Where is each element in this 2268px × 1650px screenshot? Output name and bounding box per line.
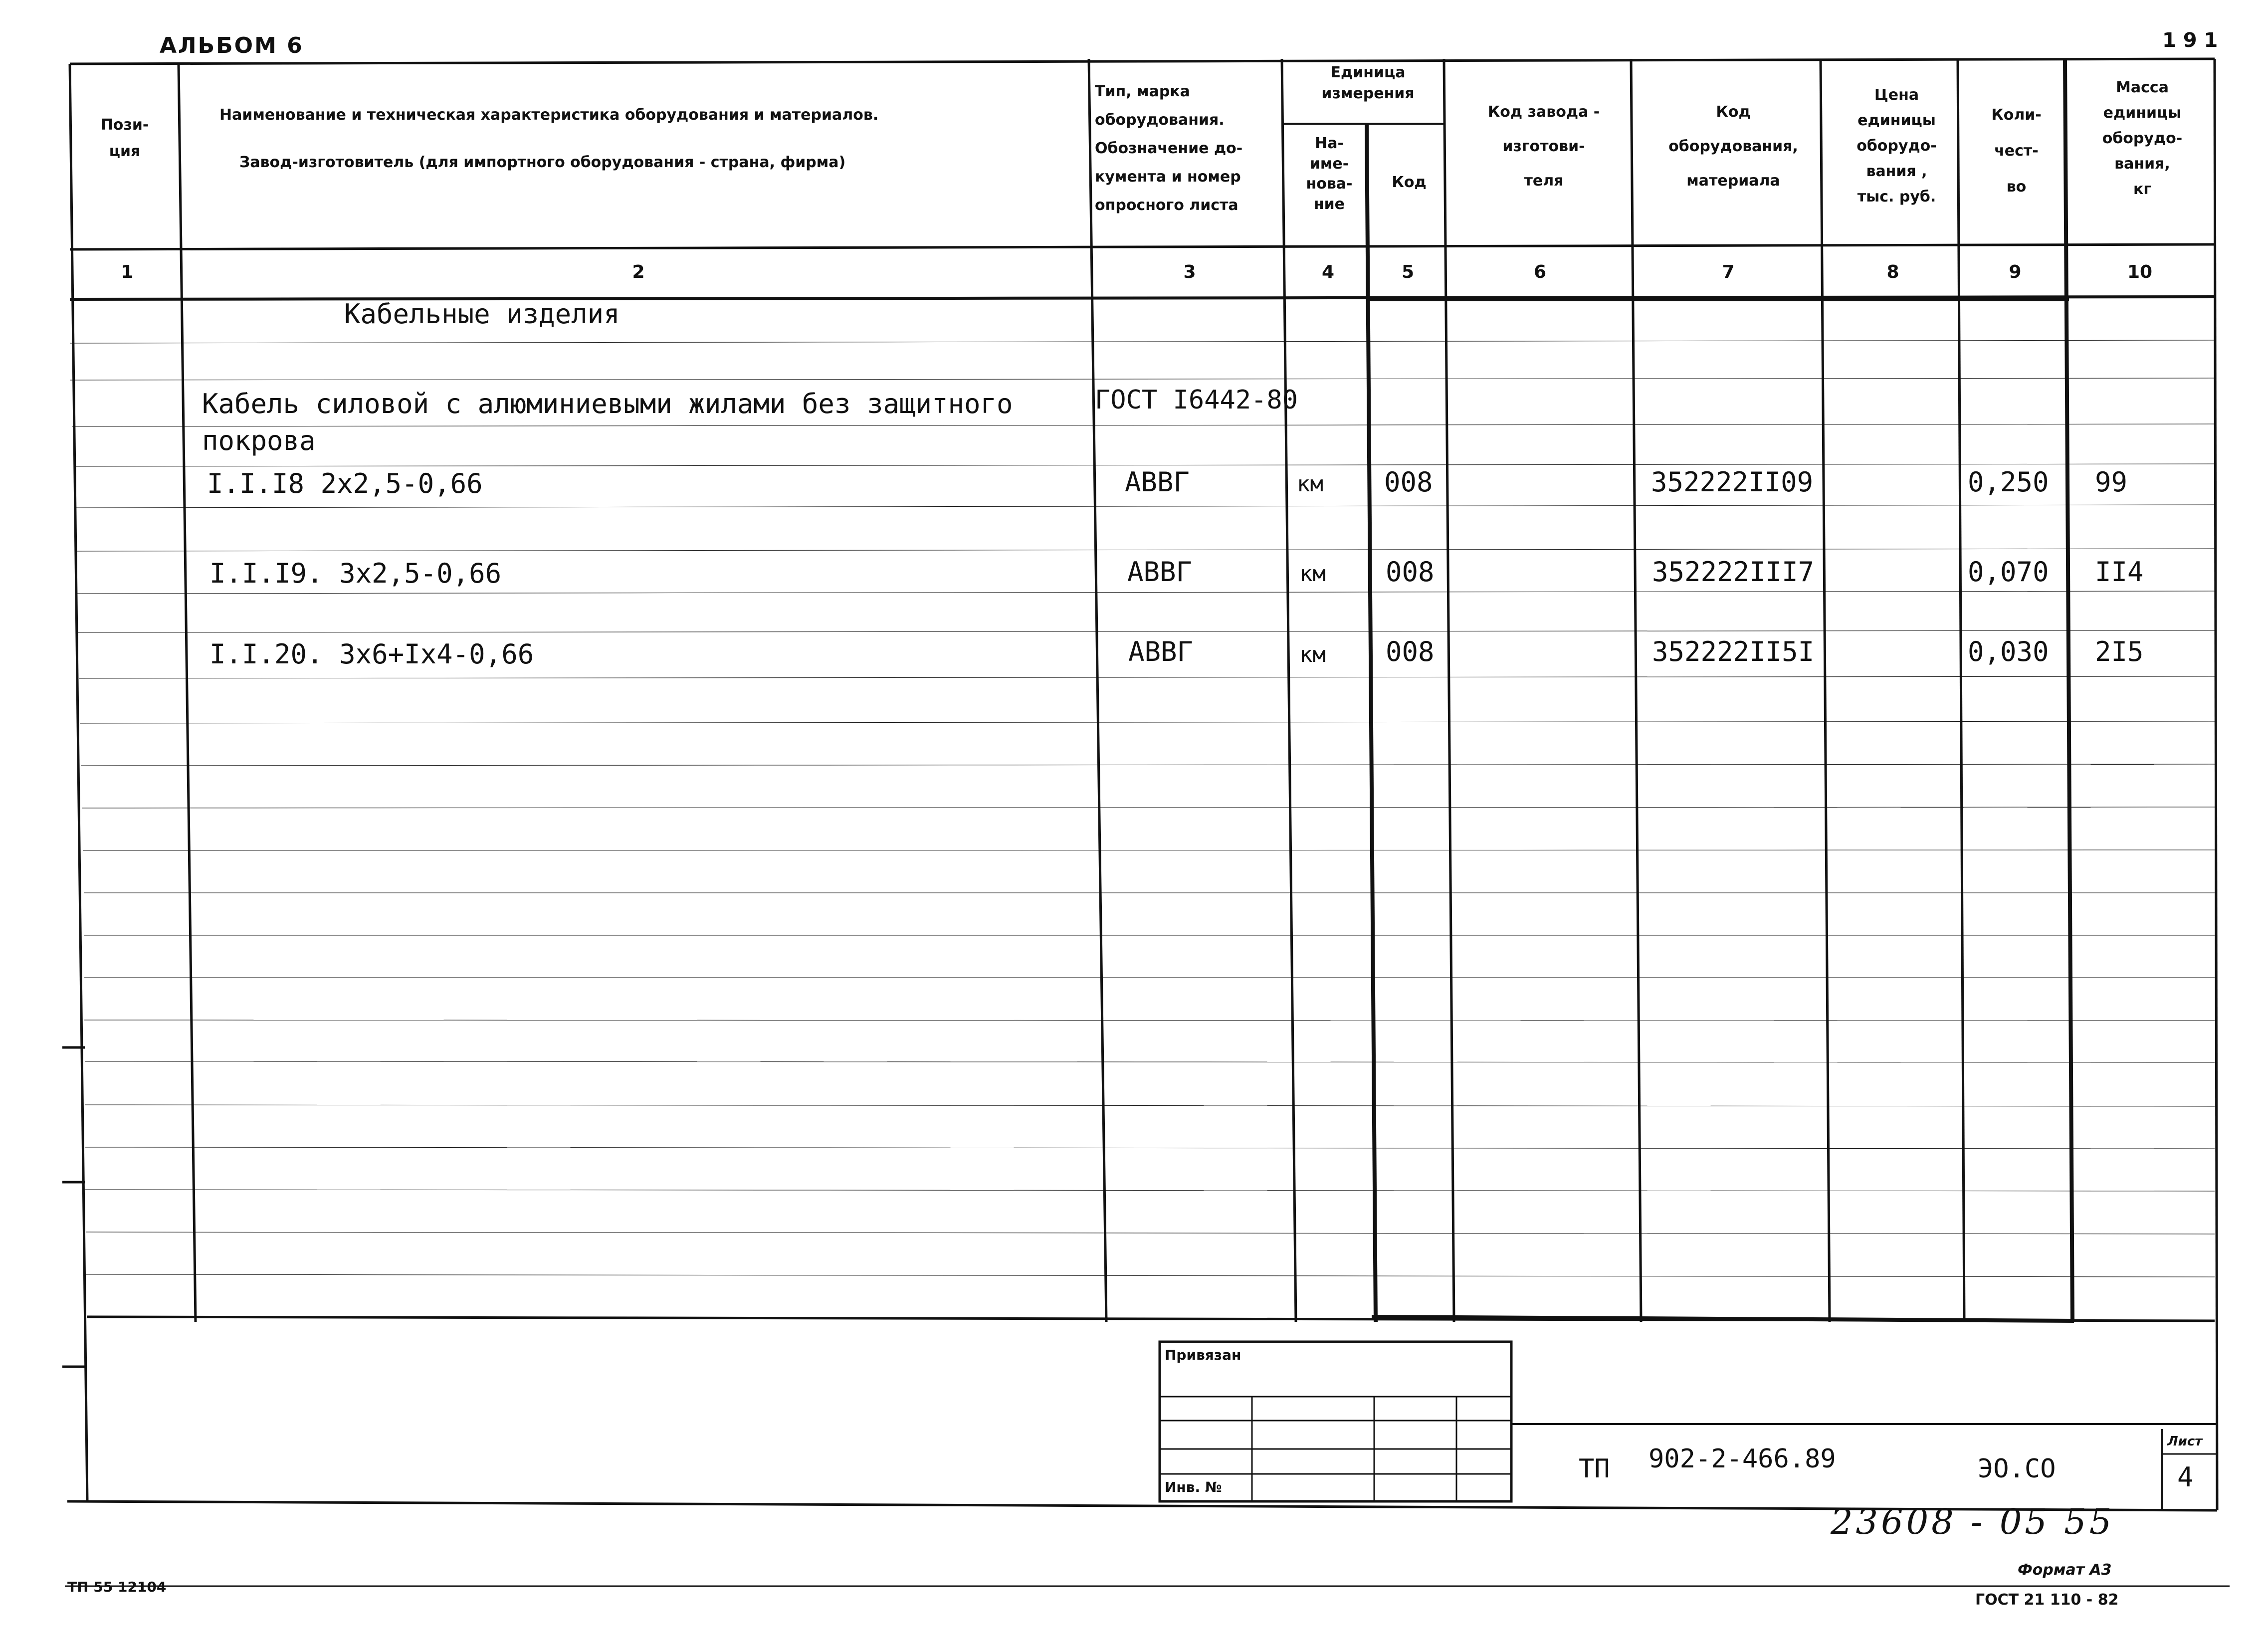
item-2-code: 352222III7 — [1652, 556, 1815, 588]
col-number-2: 2 — [632, 262, 645, 282]
handwritten-number: 23608 - 05 55 — [1831, 1501, 2115, 1542]
item-3-unit-code: 008 — [1386, 636, 1435, 667]
item-3-mass: 2I5 — [2095, 636, 2144, 667]
header-position: Пози- ция — [100, 116, 149, 160]
col-div-1 — [179, 64, 196, 1322]
item-3-unit: км — [1299, 642, 1326, 667]
col-number-1: 1 — [121, 262, 134, 282]
header-unit-name: На- име- нова- ние — [1306, 135, 1353, 213]
privyazan-label: Привязан — [1165, 1347, 1241, 1363]
left-code-label: ТП 55 12104 — [67, 1579, 167, 1595]
header-unit-code: Код — [1392, 174, 1427, 191]
col-div-9 — [2065, 59, 2072, 1322]
frame-top — [70, 59, 2215, 64]
item-1-qty: 0,250 — [1968, 466, 2049, 498]
item-2-mass: II4 — [2095, 556, 2144, 588]
item-2-name: I.I.I9. 3х2,5-0,66 — [209, 558, 502, 589]
item-3-name: I.I.20. 3х6+Iх4-0,66 — [209, 638, 534, 670]
header-manufacturer-code: Код завода - изготови- теля — [1487, 103, 1600, 190]
gost-label: ГОСТ 21 110 - 82 — [1975, 1591, 2119, 1609]
col-div-4 — [1367, 124, 1376, 1322]
col-div-2 — [1089, 59, 1106, 1322]
item-3-qty: 0,030 — [1968, 636, 2049, 667]
col-number-4: 4 — [1321, 262, 1335, 282]
sheet-label: Лист — [2167, 1434, 2203, 1449]
header-name-line2: Завод-изготовитель (для импортного оборудования - страна, фирма) — [239, 154, 846, 171]
header-name-line1: Наименование и техническая характеристика оборудования и материалов. — [219, 106, 879, 124]
header-type: Тип, марка оборудования. Обозначение до- кумента и номер опросного листа — [1095, 83, 1243, 214]
header-quantity: Коли- чест- во — [1991, 106, 2042, 196]
item-title-line2: покрова — [202, 425, 316, 456]
item-2-unit: км — [1299, 561, 1326, 587]
item-1-unit-code: 008 — [1384, 466, 1433, 498]
col-number-10: 10 — [2127, 262, 2153, 282]
col-number-8: 8 — [1886, 262, 1899, 282]
inv-number-label: Инв. № — [1165, 1479, 1222, 1495]
header-price: Цена единицы оборудо- вания , тыс. руб. — [1856, 86, 1937, 206]
col-number-3: 3 — [1183, 262, 1196, 282]
col-number-6: 6 — [1533, 262, 1547, 282]
item-3-code: 352222II5I — [1652, 636, 1815, 667]
col-number-5: 5 — [1401, 262, 1415, 282]
doc-number: 902-2-466.89 — [1649, 1444, 1836, 1474]
album-label: АЛЬБОМ 6 — [160, 33, 304, 58]
item-standard: ГОСТ I6442-80 — [1095, 385, 1298, 415]
item-2-unit-code: 008 — [1386, 556, 1435, 588]
tp-label: ТП — [1579, 1454, 1610, 1484]
col-number-9: 9 — [2009, 262, 2022, 282]
format-label: Формат А3 — [2018, 1561, 2112, 1579]
section-title: Кабельные изделия — [344, 298, 620, 330]
col-div-8 — [1958, 59, 1964, 1322]
header-unit-group: Единица измерения — [1321, 64, 1415, 102]
col-number-7: 7 — [1722, 262, 1735, 282]
page-corner-number: 1 9 1 — [2162, 29, 2218, 52]
item-1-code: 352222II09 — [1651, 466, 1814, 498]
col-div-7 — [1821, 59, 1830, 1322]
title-block-stamp — [1160, 1342, 1511, 1501]
item-1-type: АВВГ — [1125, 466, 1190, 498]
header-equipment-code: Код оборудования, материала — [1668, 103, 1798, 190]
item-3-type: АВВГ — [1128, 636, 1194, 667]
doc-suffix: ЭО.СО — [1978, 1454, 2056, 1484]
item-1-unit: км — [1297, 471, 1323, 497]
item-1-name: I.I.I8 2х2,5-0,66 — [207, 468, 483, 499]
item-2-qty: 0,070 — [1968, 556, 2049, 588]
col-div-5 — [1444, 59, 1454, 1322]
item-1-mass: 99 — [2095, 466, 2128, 498]
item-2-type: АВВГ — [1127, 556, 1193, 588]
header-mass: Масса единицы оборудо- вания, кг — [2102, 79, 2183, 198]
col-div-3 — [1282, 59, 1296, 1322]
frame-right — [2215, 59, 2217, 1510]
sheet-number: 4 — [2177, 1461, 2194, 1493]
col-div-6 — [1631, 59, 1641, 1322]
item-title-line1: Кабель силовой с алюминиевыми жилами без защитного — [202, 388, 1013, 419]
